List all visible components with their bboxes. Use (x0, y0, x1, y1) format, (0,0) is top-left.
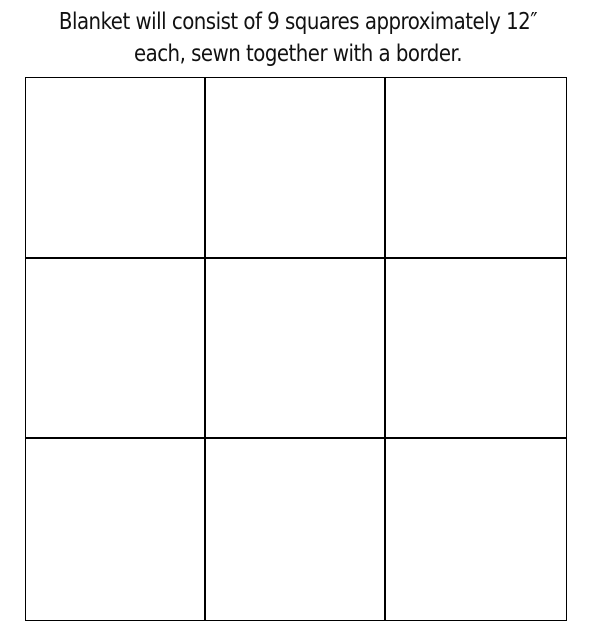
blanket-square-8 (206, 439, 386, 620)
blanket-square-6 (386, 259, 566, 440)
blanket-square-7 (26, 439, 206, 620)
blanket-caption (42, 6, 555, 70)
blanket-square-4 (26, 259, 206, 440)
blanket-grid (25, 77, 567, 621)
blanket-square-1 (26, 78, 206, 259)
caption-line-1: Blanket will consist of 9 squares approximately 12″ (58, 9, 538, 35)
caption-line-2: each, sewn together with a border. (133, 41, 463, 67)
blanket-square-9 (386, 439, 566, 620)
blanket-square-2 (206, 78, 386, 259)
blanket-square-3 (386, 78, 566, 259)
blanket-square-5 (206, 259, 386, 440)
